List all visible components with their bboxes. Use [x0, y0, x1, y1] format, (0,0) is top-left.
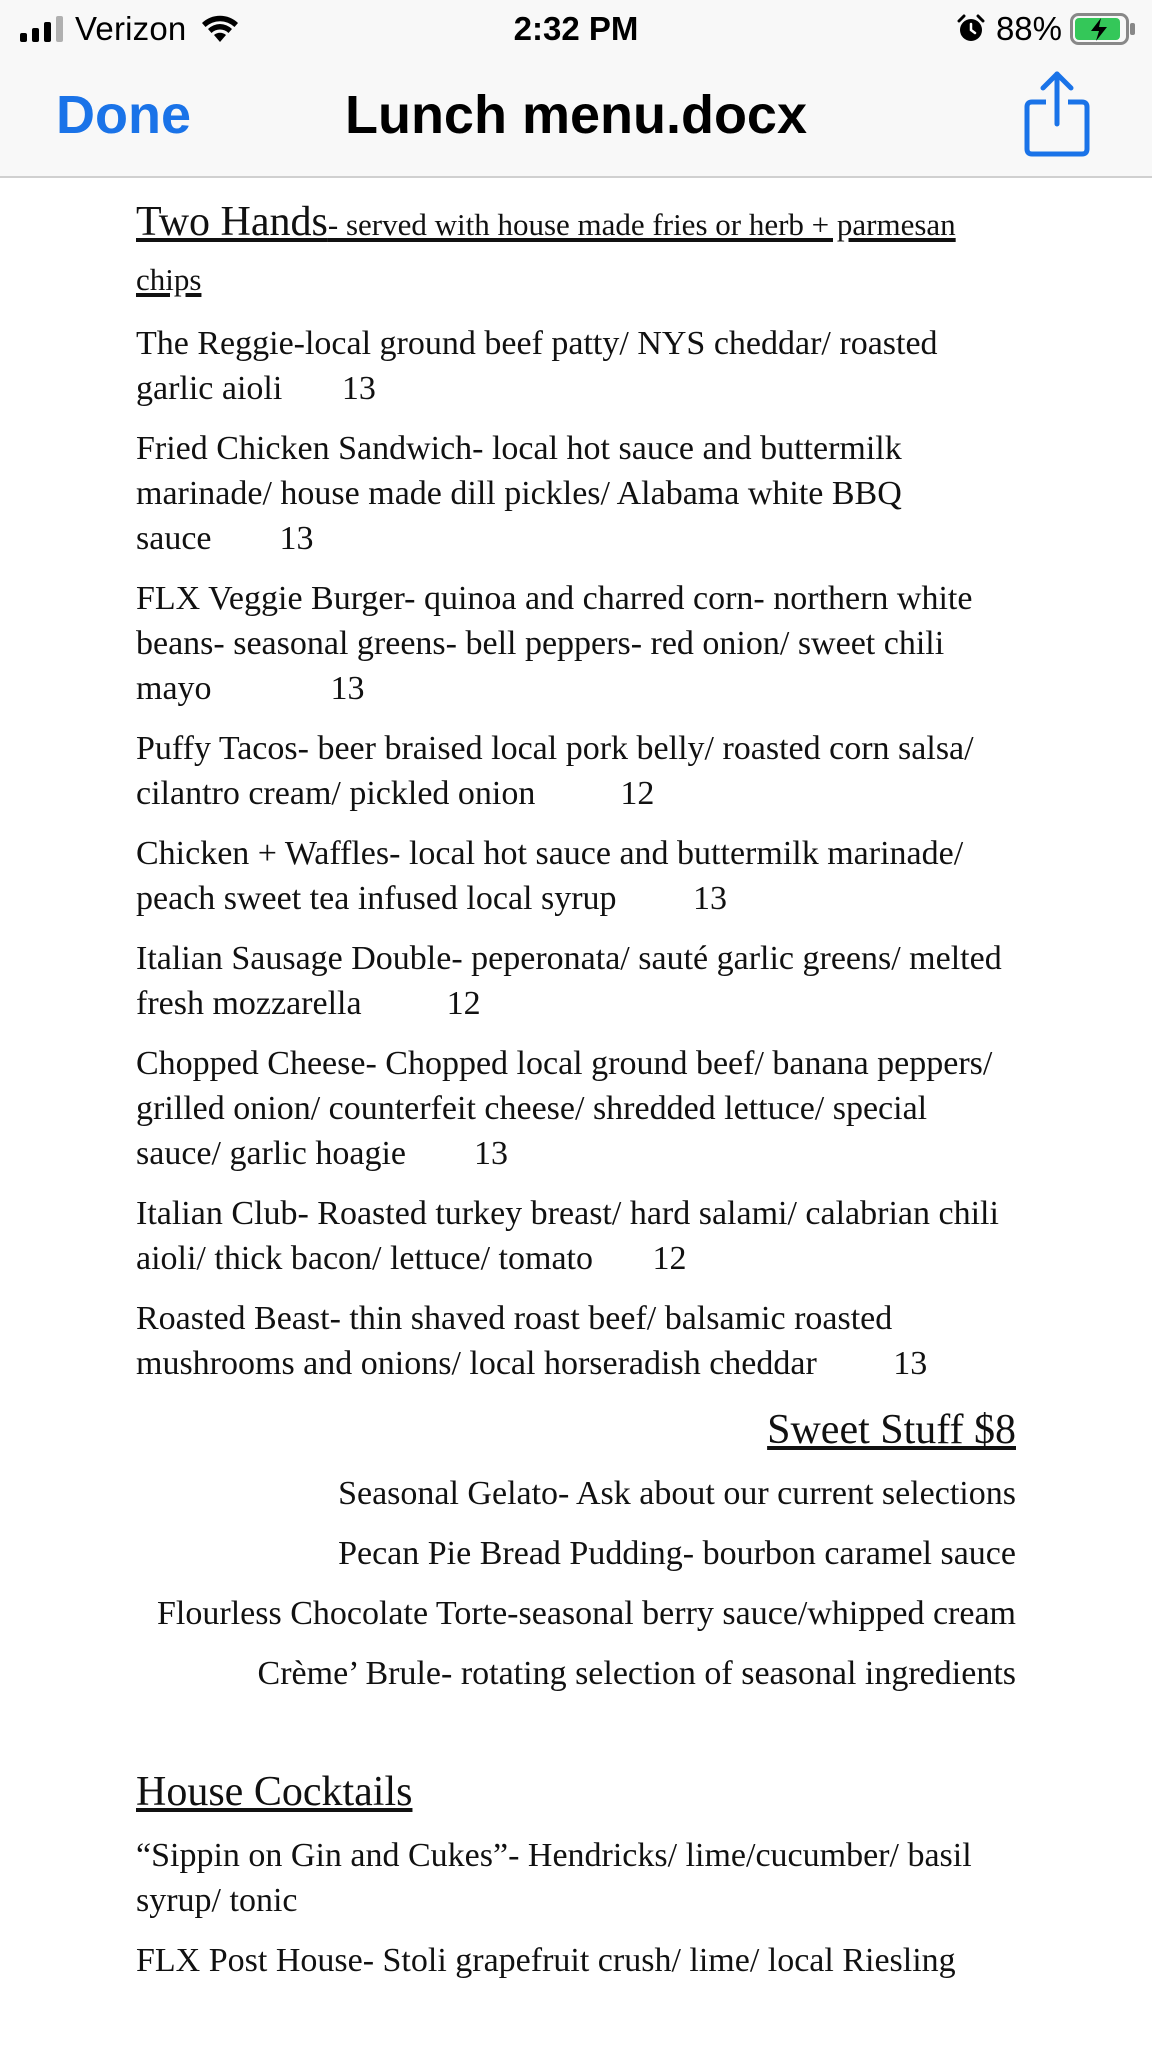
menu-item-price: 13 — [893, 1345, 928, 1382]
menu-item-text: FLX Veggie Burger- quinoa and charred corn- northern white beans- seasonal greens- bell peppers- red onion/ sweet chili mayo — [136, 580, 973, 707]
menu-item — [136, 1191, 1016, 1281]
dessert-item: Flourless Chocolate Torte-seasonal berry sauce/whipped cream — [157, 1595, 1016, 1632]
section-heading-two-hands — [136, 196, 1016, 306]
menu-item-text: Italian Club- Roasted turkey breast/ hard salami/ calabrian chili aioli/ thick bacon/ lettuce/ tomato — [136, 1195, 999, 1277]
menu-item — [136, 321, 1016, 411]
menu-item-price: 13 — [473, 1135, 508, 1172]
menu-item-price: 12 — [446, 985, 481, 1022]
status-time: 2:32 PM — [513, 10, 639, 47]
menu-item-text: Puffy Tacos- beer braised local pork belly/ roasted corn salsa/ cilantro cream/ pickled onion — [136, 730, 974, 812]
menu-item — [136, 726, 1016, 816]
menu-item-price: 12 — [620, 775, 655, 812]
dessert-item: Pecan Pie Bread Pudding- bourbon caramel sauce — [338, 1535, 1016, 1572]
heading-two-hands: Two Hands — [136, 199, 328, 245]
heading-sweet-stuff: Sweet Stuff $8 — [767, 1407, 1016, 1453]
dessert-item: Crème’ Brule- rotating selection of seasonal ingredients — [257, 1655, 1016, 1692]
menu-item — [136, 426, 1016, 561]
heading-house-cocktails: House Cocktails — [136, 1769, 413, 1815]
menu-item — [136, 576, 1016, 711]
menu-item-price: 13 — [693, 880, 728, 917]
document-content — [136, 196, 1016, 1983]
menu-item-price: 13 — [341, 370, 376, 407]
menu-item — [136, 1296, 1016, 1386]
menu-item — [136, 936, 1016, 1026]
carrier-name: Verizon — [75, 10, 187, 47]
menu-item-text: Roasted Beast- thin shaved roast beef/ balsamic roasted mushrooms and onions/ local horseradish cheddar — [136, 1300, 893, 1382]
document-title: Lunch menu.docx — [344, 85, 808, 145]
alarm-icon — [956, 14, 986, 44]
menu-item-text: Chopped Cheese- Chopped local ground beef/ banana peppers/ grilled onion/ counterfeit cheese/ shredded lettuce/ special sauce/ garlic hoagie — [136, 1045, 993, 1172]
menu-item-price: 13 — [279, 520, 314, 557]
two-hands-subheading: - served with house made fries or herb + parmesan chips — [136, 207, 956, 297]
menu-item-price: 12 — [652, 1240, 687, 1277]
menu-item-text: Fried Chicken Sandwich- local hot sauce and buttermilk marinade/ house made dill pickles/ Alabama white BBQ sauce — [136, 430, 902, 557]
battery-charging-icon — [1070, 13, 1136, 45]
menu-item-text: Italian Sausage Double- peperonata/ sauté garlic greens/ melted fresh mozzarella — [136, 940, 1002, 1022]
dessert-item: Seasonal Gelato- Ask about our current selections — [338, 1475, 1016, 1512]
cocktail-item: “Sippin on Gin and Cukes”- Hendricks/ lime/cucumber/ basil syrup/ tonic — [136, 1837, 972, 1919]
menu-item-text: The Reggie-local ground beef patty/ NYS cheddar/ roasted garlic aioli — [136, 325, 938, 407]
menu-item-text: Chicken + Waffles- local hot sauce and buttermilk marinade/ peach sweet tea infused local syrup — [136, 835, 964, 917]
done-button[interactable]: Done — [56, 85, 191, 145]
status-bar — [0, 0, 1152, 58]
menu-item-price: 13 — [330, 670, 365, 707]
status-right — [956, 6, 1136, 52]
menu-item — [136, 1041, 1016, 1176]
share-icon[interactable] — [1022, 68, 1092, 160]
nav-bar — [0, 58, 1152, 178]
cocktail-item: FLX Post House- Stoli grapefruit crush/ lime/ local Riesling — [136, 1942, 956, 1979]
battery-percent: 88% — [995, 10, 1062, 47]
menu-item — [136, 831, 1016, 921]
